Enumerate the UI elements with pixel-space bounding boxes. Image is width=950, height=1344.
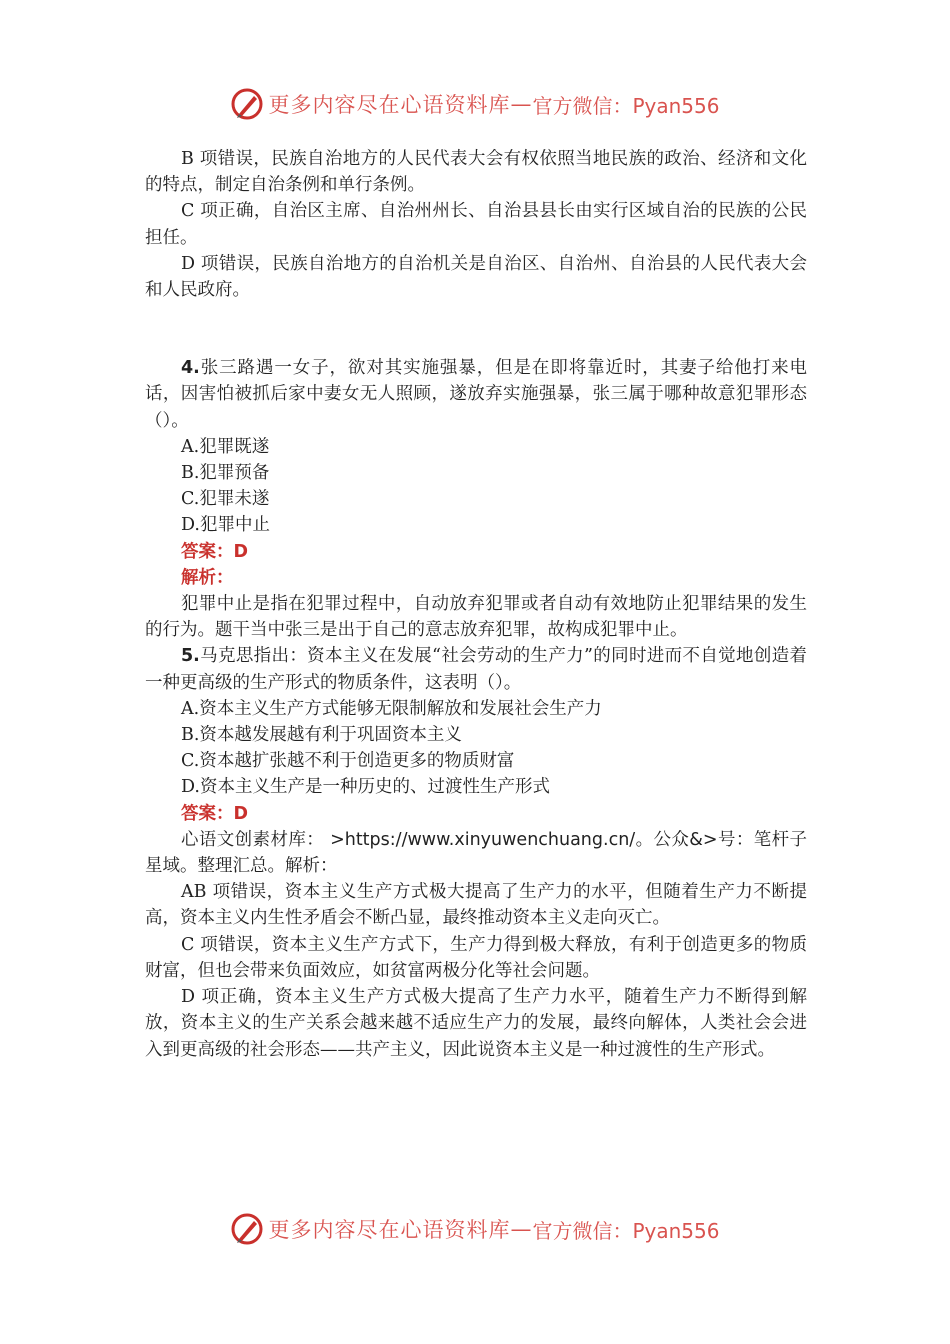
q5-analysis-ab: AB 项错误，资本主义生产方式极大提高了生产力的水平，但随着生产力不断提高，资本主义内生性矛盾会不断凸显，最终推动资本主义走向灭亡。 [145,882,807,929]
explanation-c: C 项正确，自治区主席、自治州州长、自治县县长由实行区域自治的民族的公民担任。 [145,201,807,248]
q4-option-b: B.犯罪预备 [181,463,270,484]
q4-analysis: 犯罪中止是指在犯罪过程中，自动放弃犯罪或者自动有效地防止犯罪结果的发生的行为。题干当中张三是出于自己的意志放弃犯罪，故构成犯罪中止。 [145,594,807,641]
banner-dash: — [510,1217,533,1241]
q5-source-note: 心语文创素材库： >https://www.xinyuwenchuang.cn/。公众&>号：笔杆子星域。整理汇总。解析： [145,829,807,877]
footer-banner [0,1209,950,1249]
q5-analysis-d: D 项正确，资本主义生产方式极大提高了生产力水平，随着生产力不断得到解放，资本主义的生产关系会越来越不适应生产力的发展，最终向解体，人类社会会进入到更高级的社会形态——共产主义，因此说资本主义是一种过渡性的生产形式。 [145,987,807,1060]
q5-option-a: A.资本主义生产方式能够无限制解放和发展社会生产力 [181,698,602,719]
q4-option-a: A.犯罪既遂 [181,436,270,457]
q4-analysis-label: 解析： [181,567,234,588]
question-5-number: 5. [181,646,200,667]
question-4-number: 4. [181,358,200,379]
q5-option-b: B.资本越发展越有利于巩固资本主义 [181,725,462,746]
pen-logo-icon [230,1212,264,1246]
pen-logo-icon [230,87,264,121]
explanation-d: D 项错误，民族自治地方的自治机关是自治区、自治州、自治县的人民代表大会和人民政府。 [145,253,807,301]
banner-main-text: 更多内容尽在心语资料库 [268,93,511,117]
explanation-b: B 项错误，民族自治地方的人民代表大会有权依照当地民族的政治、经济和文化的特点，制定自治条例和单行条例。 [145,149,807,196]
q4-option-d: D.犯罪中止 [181,515,270,536]
q4-answer: 答案：D [181,541,249,562]
banner-contact-text: 官方微信：Pyan556 [532,1218,720,1243]
q4-option-c: C.犯罪未遂 [181,489,270,510]
question-5-stem [145,643,807,695]
banner-main-text: 更多内容尽在心语资料库 [268,1218,511,1242]
banner-contact-text: 官方微信：Pyan556 [532,93,720,118]
q5-analysis-c: C 项错误，资本主义生产方式下，生产力得到极大释放，有利于创造更多的物质财富，但也会带来负面效应，如贫富两极分化等社会问题。 [145,934,807,981]
q5-option-c: C.资本越扩张越不利于创造更多的物质财富 [181,751,515,772]
spacer [145,303,807,355]
document-body [145,146,807,1063]
banner-dash: — [510,92,533,116]
q5-answer: 答案：D [181,803,249,824]
question-4-stem [145,355,807,434]
header-banner [0,84,950,124]
question-5-text: 马克思指出：资本主义在发展“社会劳动的生产力”的同时进而不自觉地创造着一种更高级的生产形式的物质条件，这表明（）。 [145,646,807,693]
question-4-text: 张三路遇一女子，欲对其实施强暴，但是在即将靠近时，其妻子给他打来电话，因害怕被抓后家中妻女无人照顾，遂放弃实施强暴，张三属于哪种故意犯罪形态（）。 [145,358,807,431]
q5-option-d: D.资本主义生产是一种历史的、过渡性生产形式 [181,777,550,798]
